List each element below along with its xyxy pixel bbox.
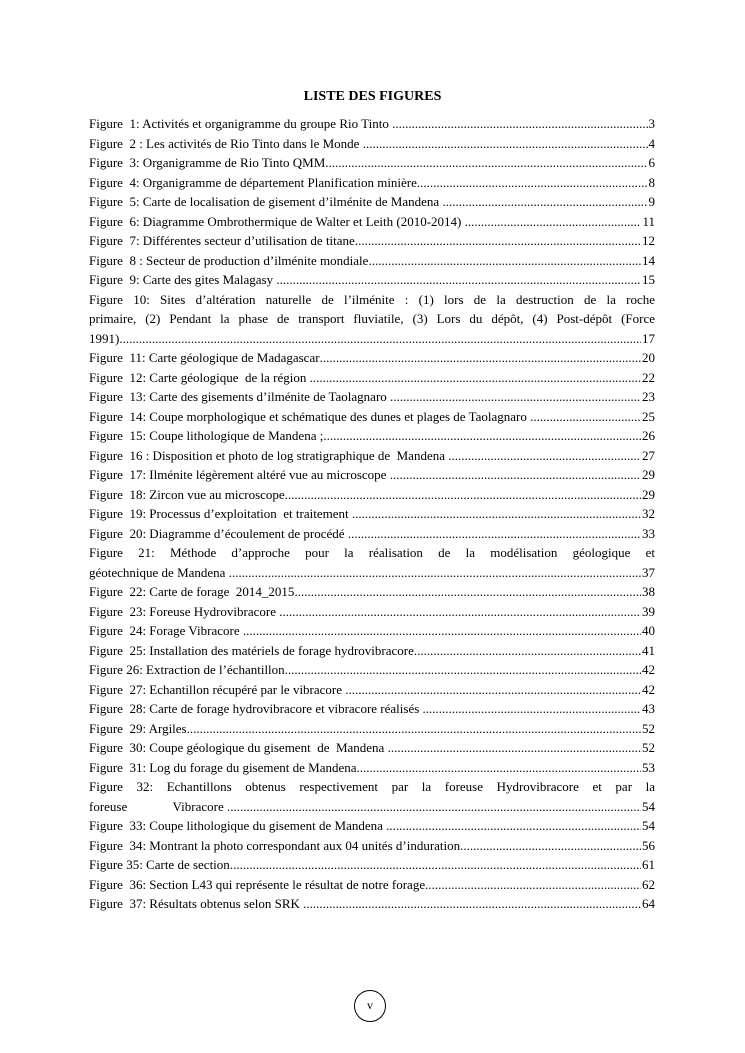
dot-leader: [355, 231, 641, 251]
dot-leader: [363, 134, 648, 154]
figure-page: 20: [642, 350, 655, 365]
figure-page: 4: [648, 135, 655, 151]
dot-leader: [227, 797, 641, 817]
figure-entry-31[interactable]: [89, 758, 655, 778]
figure-label: Figure 27: Echantillon récupéré par le vibracore: [89, 681, 346, 697]
figure-page: 62: [642, 876, 655, 892]
dot-leader: [323, 426, 641, 446]
figure-label-line: Figure 21: Méthode d’approche pour la réalisation de la modélisation géologique et: [89, 545, 655, 560]
dot-leader: [392, 114, 647, 134]
figure-label: Figure 34: Montrant la photo correspondant aux 04 unités d’induration: [89, 837, 461, 853]
figure-label: Figure 22: Carte de forage 2014_2015: [89, 584, 295, 599]
figure-entry-21[interactable]: [89, 543, 655, 582]
figure-label-line: primaire, (2) Pendant la phase de transport fluviatile, (3) Lors du dépôt, (4) Post-dépôt (Force: [89, 311, 655, 326]
dot-leader: [276, 270, 641, 290]
figure-page: 56: [642, 837, 655, 853]
dot-leader: [357, 758, 641, 778]
figure-label: Figure 1: Activités et organigramme du groupe Rio Tinto: [89, 116, 393, 131]
dot-leader: [320, 348, 641, 368]
figure-label: Figure 2 : Les activités de Rio Tinto dans le Monde: [89, 135, 363, 151]
figure-label: Figure 25: Installation des matériels de forage hydrovibracore: [89, 642, 414, 658]
figure-page: 3: [648, 116, 655, 131]
figure-entry-18[interactable]: [89, 485, 655, 505]
dot-leader: [388, 738, 641, 758]
figure-label: Figure 23: Foreuse Hydrovibracore: [89, 603, 280, 619]
figure-entry-23[interactable]: [89, 602, 655, 622]
figure-label: Figure 11: Carte géologique de Madagascar: [89, 350, 320, 365]
dot-leader: [229, 563, 641, 583]
figure-page: 42: [642, 681, 655, 697]
figure-label: Figure 35: Carte de section: [89, 857, 230, 872]
dot-leader: [345, 680, 641, 700]
dot-leader: [390, 387, 641, 407]
figure-entry-8[interactable]: [89, 251, 655, 271]
figure-label: Figure 30: Coupe géologique du gisement de Mandena: [89, 740, 388, 755]
figure-entry-2[interactable]: [89, 134, 655, 154]
dot-leader: [243, 621, 641, 641]
figure-label: Figure 15: Coupe lithologique de Mandena ;: [89, 428, 324, 443]
dot-leader: [285, 485, 641, 505]
figure-entry-4[interactable]: [89, 173, 655, 193]
figure-entry-9[interactable]: [89, 270, 655, 290]
figure-entry-16[interactable]: [89, 446, 655, 466]
figure-entry-28[interactable]: [89, 699, 655, 719]
figure-label: Figure 17: Ilménite légèrement altéré vue au microscope: [89, 467, 390, 482]
figure-entry-19[interactable]: [89, 504, 655, 524]
figure-entry-1[interactable]: [89, 114, 655, 134]
page-number-badge: v: [354, 990, 386, 1022]
figure-entry-14[interactable]: [89, 407, 655, 427]
figure-entry-37[interactable]: [89, 894, 655, 914]
figure-page: 29: [642, 486, 655, 502]
dot-leader: [417, 173, 648, 193]
dot-leader: [279, 602, 641, 622]
dot-leader: [386, 816, 641, 836]
figure-label: 1991): [89, 330, 120, 346]
figure-label: Figure 33: Coupe lithologique du gisement de Mandena: [89, 818, 387, 833]
figure-label: Figure 3: Organigramme de Rio Tinto QMM: [89, 155, 326, 170]
figure-page: 8: [648, 174, 655, 190]
figure-label: géotechnique de Mandena: [89, 564, 229, 580]
figure-page: 12: [642, 233, 655, 248]
figure-entry-35[interactable]: [89, 855, 655, 875]
figure-label: Figure 13: Carte des gisements d’ilménite de Taolagnaro: [89, 389, 391, 404]
dot-leader: [119, 329, 641, 349]
dot-leader: [368, 251, 641, 271]
dot-leader: [425, 875, 641, 895]
figure-label: Figure 12: Carte géologique de la région: [89, 369, 310, 385]
figure-page: 22: [642, 369, 655, 385]
dot-leader: [448, 446, 641, 466]
figure-entry-6[interactable]: [89, 212, 655, 232]
dot-leader: [442, 192, 647, 212]
figure-entry-10[interactable]: [89, 290, 655, 349]
dot-leader: [187, 719, 641, 739]
figure-label: Figure 29: Argiles: [89, 720, 187, 736]
dot-leader: [390, 465, 641, 485]
figure-label: Figure 16 : Disposition et photo de log stratigraphique de Mandena: [89, 447, 449, 463]
dot-leader: [465, 212, 642, 232]
figure-label: Figure 20: Diagramme d’écoulement de procédé: [89, 525, 348, 541]
figure-page: 11: [642, 213, 655, 229]
dot-leader: [310, 368, 641, 388]
figure-label: Figure 37: Résultats obtenus selon SRK: [89, 896, 304, 911]
figure-page: 33: [642, 525, 655, 541]
figure-page: 40: [642, 623, 655, 638]
figure-page: 17: [642, 330, 655, 346]
figure-page: 42: [642, 662, 655, 677]
dot-leader: [352, 504, 641, 524]
figure-page: 9: [648, 194, 655, 209]
figure-page: 15: [642, 272, 655, 287]
figure-page: 43: [642, 701, 655, 716]
dot-leader: [303, 894, 641, 914]
figure-entry-15[interactable]: [89, 426, 655, 446]
figure-entry-32[interactable]: [89, 777, 655, 816]
page-title: LISTE DES FIGURES: [303, 89, 442, 104]
figure-label: Figure 9: Carte des gites Malagasy: [89, 272, 277, 287]
figure-label: Figure 6: Diagramme Ombrothermique de Walter et Leith (2010-2014): [89, 213, 465, 229]
figure-entry-26[interactable]: [89, 660, 655, 680]
figure-page: 64: [642, 896, 655, 911]
figure-label: Figure 24: Forage Vibracore: [89, 623, 243, 638]
figure-page: 26: [642, 428, 655, 443]
figure-label-line: Figure 32: Echantillons obtenus respectivement par la foreuse Hydrovibracore et par la: [89, 779, 655, 794]
figure-page: 14: [642, 252, 655, 268]
figure-label-line: Figure 10: Sites d’altération naturelle de l’ilménite : (1) lors de la destruction de la roche: [89, 291, 655, 307]
figure-label: Figure 7: Différentes secteur d’utilisation de titane: [89, 233, 355, 248]
figure-label: Figure 28: Carte de forage hydrovibracore et vibracore réalisés: [89, 701, 423, 716]
dot-leader: [325, 153, 647, 173]
figure-page: 6: [648, 155, 655, 170]
figure-page: 39: [642, 603, 655, 619]
figure-entry-20[interactable]: [89, 524, 655, 544]
dot-leader: [530, 407, 641, 427]
figure-entry-11[interactable]: [89, 348, 655, 368]
dot-leader: [414, 641, 641, 661]
figure-label: Figure 31: Log du forage du gisement de Mandena: [89, 759, 357, 775]
dot-leader: [285, 660, 641, 680]
figure-page: 27: [642, 447, 655, 463]
figure-label: Figure 36: Section L43 qui représente le résultat de notre forage: [89, 876, 426, 892]
figure-label: Figure 26: Extraction de l’échantillon: [89, 662, 285, 677]
figure-entry-34[interactable]: [89, 836, 655, 856]
figure-label: Figure 18: Zircon vue au microscope: [89, 486, 285, 502]
figure-entry-30[interactable]: [89, 738, 655, 758]
figure-page: 53: [642, 759, 655, 775]
figure-page: 54: [642, 798, 655, 814]
figure-label: Figure 14: Coupe morphologique et schématique des dunes et plages de Taolagnaro: [89, 408, 531, 424]
figure-list: [89, 114, 655, 914]
figure-label: Figure 5: Carte de localisation de gisement d’ilménite de Mandena: [89, 194, 443, 209]
figure-page: 29: [642, 467, 655, 482]
figure-label: Figure 8 : Secteur de production d’ilménite mondiale: [89, 252, 369, 268]
figure-entry-25[interactable]: [89, 641, 655, 661]
figure-entry-7[interactable]: [89, 231, 655, 251]
figure-page: 61: [642, 857, 655, 872]
figure-label: Figure 19: Processus d’exploitation et traitement: [89, 506, 352, 521]
figure-page: 32: [642, 506, 655, 521]
figure-entry-13[interactable]: [89, 387, 655, 407]
figure-page: 23: [642, 389, 655, 404]
figure-entry-36[interactable]: [89, 875, 655, 895]
figure-entry-24[interactable]: [89, 621, 655, 641]
dot-leader: [230, 855, 641, 875]
dot-leader: [348, 524, 641, 544]
figure-page: 41: [642, 642, 655, 658]
figure-page: 38: [642, 584, 655, 599]
figure-entry-17[interactable]: [89, 465, 655, 485]
figure-page: 52: [642, 720, 655, 736]
figure-entry-3[interactable]: [89, 153, 655, 173]
dot-leader: [294, 582, 641, 602]
figure-entry-33[interactable]: [89, 816, 655, 836]
figure-page: 25: [642, 408, 655, 424]
figure-page: 37: [642, 564, 655, 580]
figure-entry-22[interactable]: [89, 582, 655, 602]
figure-page: 52: [642, 740, 655, 755]
figure-entry-29[interactable]: [89, 719, 655, 739]
figure-label: Figure 4: Organigramme de département Planification minière: [89, 174, 417, 190]
figure-entry-5[interactable]: [89, 192, 655, 212]
dot-leader: [460, 836, 641, 856]
figure-entry-27[interactable]: [89, 680, 655, 700]
figure-entry-12[interactable]: [89, 368, 655, 388]
figure-label: foreuse Vibracore: [89, 798, 227, 814]
figure-page: 54: [642, 818, 655, 833]
dot-leader: [423, 699, 641, 719]
